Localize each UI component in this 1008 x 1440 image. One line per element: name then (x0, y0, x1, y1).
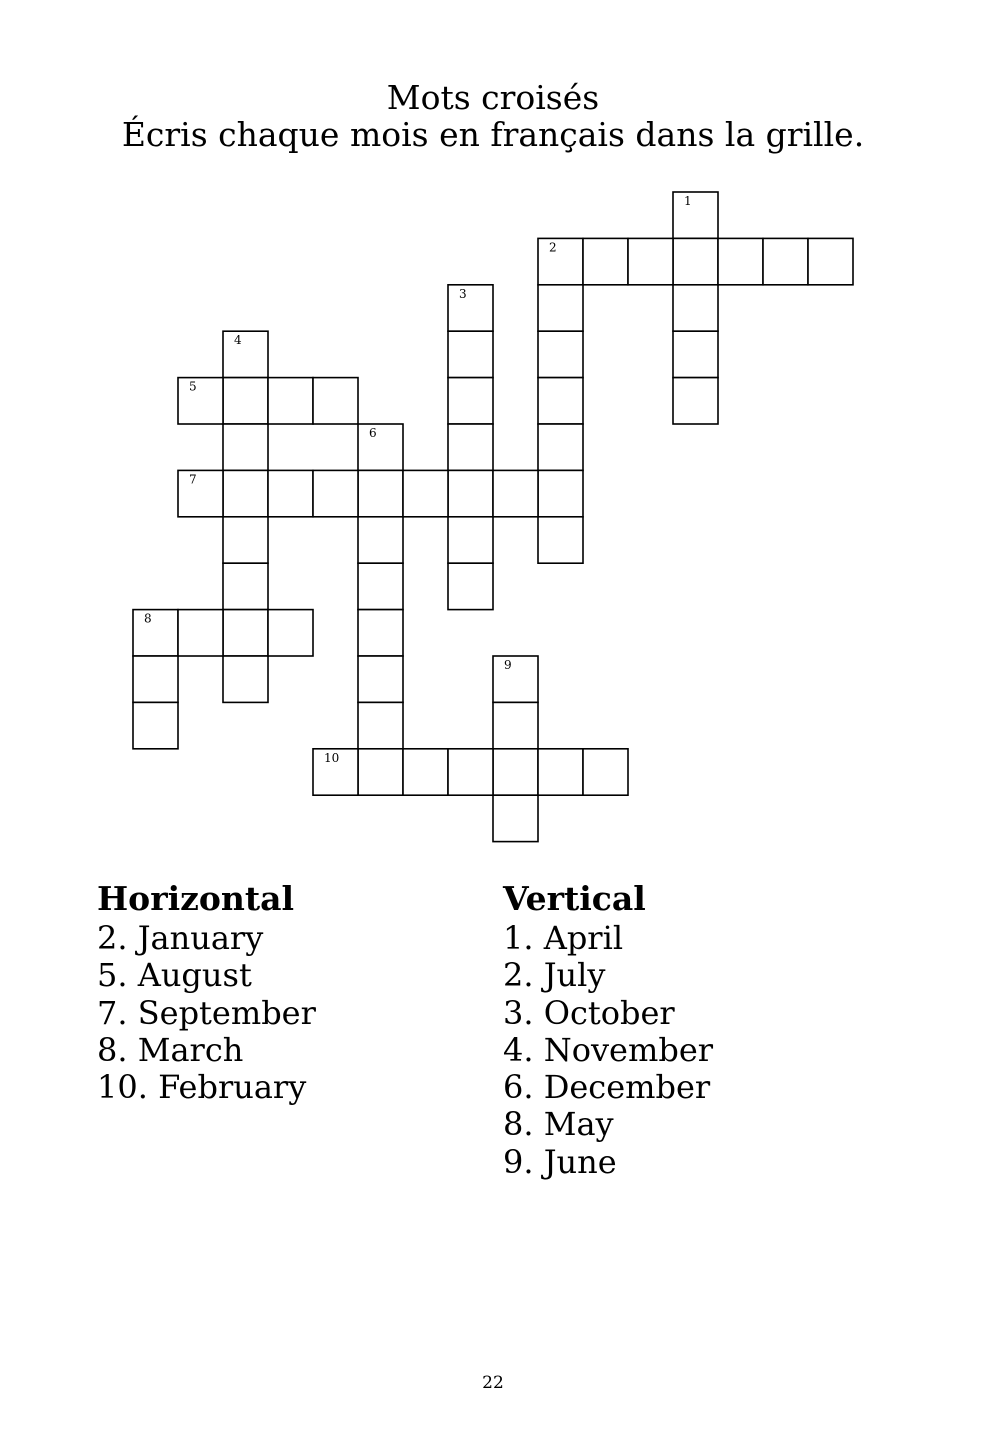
clue-horizontal-10: 10. February (97, 1068, 307, 1107)
grid-cell (538, 517, 583, 563)
clue-vertical-6: 6. December (503, 1068, 711, 1107)
grid-cell (583, 238, 628, 284)
clue-vertical-2: 2. July (503, 956, 606, 995)
clue-vertical-4: 4. November (503, 1030, 714, 1069)
grid-cell (223, 378, 268, 424)
grid-cell (178, 470, 223, 516)
grid-cell (358, 517, 403, 563)
clue-number-2: 2 (549, 240, 557, 255)
grid-cell (403, 470, 448, 516)
clue-horizontal-8: 8. March (97, 1030, 244, 1069)
clue-vertical-1: 1. April (503, 919, 624, 957)
grid-cell (538, 331, 583, 377)
clue-number-5: 5 (189, 379, 197, 394)
page-title: Mots croisés (386, 78, 600, 117)
grid-cell (403, 749, 448, 795)
clue-number-4: 4 (234, 333, 242, 348)
grid-cell (448, 517, 493, 563)
grid-cell (673, 238, 718, 284)
grid-cell (223, 563, 268, 609)
grid-cell (178, 610, 223, 656)
vertical-clues (503, 878, 713, 1181)
grid-cell (358, 563, 403, 609)
grid-cell (313, 470, 358, 516)
grid-cell (538, 285, 583, 331)
grid-cell (448, 563, 493, 609)
grid-cell (538, 378, 583, 424)
grid-cell (313, 378, 358, 424)
clue-number-10: 10 (324, 750, 340, 765)
grid-cell (223, 331, 268, 377)
grid-cell (133, 656, 178, 702)
grid-cell (448, 331, 493, 377)
grid-cell (538, 238, 583, 284)
grid-cell (223, 424, 268, 470)
grid-cell (673, 378, 718, 424)
grid-cell (358, 656, 403, 702)
grid-cell (673, 285, 718, 331)
grid-cell (493, 470, 538, 516)
clue-vertical-9: 9. June (503, 1142, 617, 1181)
grid-cell (223, 656, 268, 702)
clue-vertical-8: 8. May (503, 1105, 614, 1144)
grid-cell (133, 702, 178, 748)
grid-cell (493, 795, 538, 841)
grid-cell (223, 610, 268, 656)
grid-cell (358, 610, 403, 656)
grid-cell (358, 702, 403, 748)
grid-cell (448, 424, 493, 470)
grid-cell (763, 238, 808, 284)
grid-cell (448, 378, 493, 424)
grid-cell (178, 378, 223, 424)
grid-cell (673, 331, 718, 377)
clue-vertical-3: 3. October (503, 993, 675, 1032)
clue-number-8: 8 (144, 611, 152, 626)
grid-cell (493, 749, 538, 795)
grid-cell (268, 610, 313, 656)
grid-cell (358, 470, 403, 516)
grid-cell (538, 749, 583, 795)
grid-cell (133, 610, 178, 656)
clue-number-1: 1 (684, 194, 692, 208)
clue-number-9: 9 (504, 658, 512, 672)
clue-number-3: 3 (459, 286, 467, 301)
grid-cell (358, 424, 403, 470)
clue-number-7: 7 (189, 472, 197, 487)
clue-number-6: 6 (369, 426, 377, 440)
grid-cell (808, 238, 853, 284)
grid-cell (538, 424, 583, 470)
horizontal-clues (97, 878, 316, 1106)
clue-horizontal-7: 7. September (97, 993, 316, 1032)
grid-cell (493, 702, 538, 748)
grid-cell (448, 749, 493, 795)
grid-cell (583, 749, 628, 795)
grid-cell (493, 656, 538, 702)
grid-cell (448, 470, 493, 516)
grid-cell (538, 470, 583, 516)
clue-horizontal-2: 2. January (97, 919, 264, 957)
vertical-heading: Vertical (503, 879, 646, 918)
grid-cell (358, 749, 403, 795)
page-number: 22 (482, 1373, 504, 1393)
grid-cell (673, 192, 718, 238)
grid-cell (268, 470, 313, 516)
grid-cell (448, 285, 493, 331)
instructions: Écris chaque mois en français dans la grille. (121, 115, 865, 154)
grid-cell (223, 470, 268, 516)
grid-cell (718, 238, 763, 284)
clue-horizontal-5: 5. August (97, 956, 252, 995)
horizontal-heading: Horizontal (97, 879, 295, 918)
grid-cell (628, 238, 673, 284)
grid-cell (268, 378, 313, 424)
grid-cell (223, 517, 268, 563)
